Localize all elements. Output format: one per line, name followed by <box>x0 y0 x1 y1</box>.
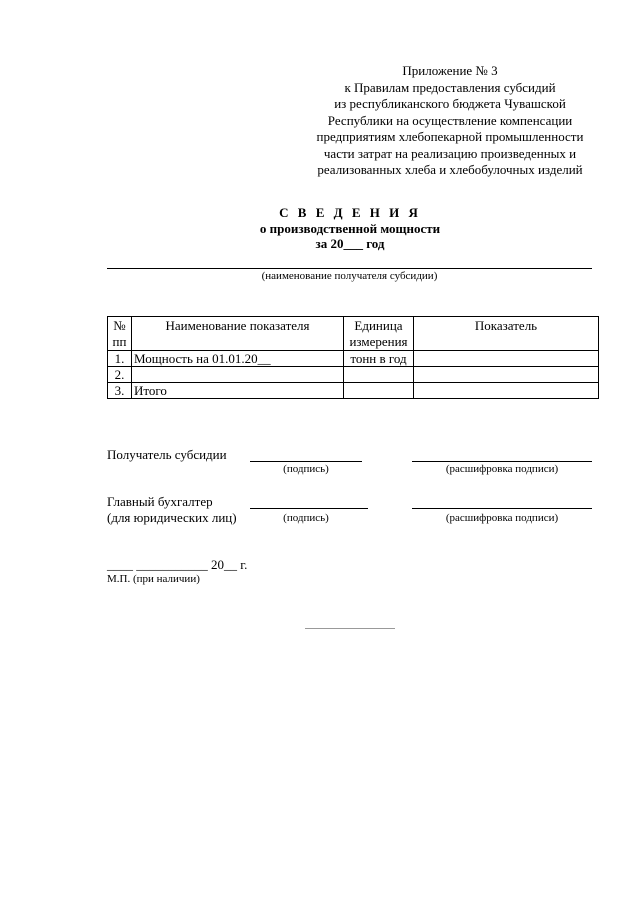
closing-separator <box>305 628 395 629</box>
stamp-note: М.П. (при наличии) <box>107 573 200 585</box>
row-unit: тонн в год <box>344 351 414 367</box>
header-num: № пп <box>108 317 132 351</box>
document-heading <box>200 205 500 252</box>
recipient-decryption-line <box>412 461 592 462</box>
row-value <box>414 383 599 399</box>
row-unit <box>344 383 414 399</box>
row-num: 1. <box>108 351 132 367</box>
recipient-caption: (наименование получателя субсидии) <box>261 270 438 282</box>
row-value <box>414 351 599 367</box>
accountant-label: Главный бухгалтер <box>107 494 213 509</box>
accountant-signature-caption: (подпись) <box>283 512 329 524</box>
row-value <box>414 367 599 383</box>
header-name: Наименование показателя <box>132 317 344 351</box>
appendix-line: части затрат на реализацию произведенных и <box>323 145 577 161</box>
recipient-label: Получатель субсидии <box>107 447 227 462</box>
appendix-block <box>300 63 600 179</box>
recipient-signature-line <box>250 461 362 462</box>
table-row <box>108 351 599 367</box>
appendix-line: Республики на осуществление компенсации <box>327 112 573 128</box>
capacity-table <box>107 316 599 399</box>
header-value: Показатель <box>414 317 599 351</box>
accountant-decryption-caption: (расшифровка подписи) <box>445 512 559 524</box>
appendix-line: реализованных хлеба и хлебобулочных изделий <box>317 162 583 177</box>
accountant-label-note: (для юридических лиц) <box>107 510 237 525</box>
appendix-line: предприятиям хлебопекарной промышленности <box>316 129 584 144</box>
appendix-line: из республиканского бюджета Чувашской <box>334 96 566 111</box>
document-period: за 20___ год <box>315 236 385 251</box>
row-name: Итого <box>132 383 344 399</box>
table-row <box>108 383 599 399</box>
accountant-decryption-line <box>412 508 592 509</box>
header-unit: Единица измерения <box>344 317 414 351</box>
row-num: 3. <box>108 383 132 399</box>
row-name <box>132 367 344 383</box>
row-unit <box>344 367 414 383</box>
document-title: С В Е Д Е Н И Я <box>279 205 421 220</box>
document-subtitle: о производственной мощности <box>259 220 441 236</box>
appendix-line: к Правилам предоставления субсидий <box>344 79 556 95</box>
date-line: ____ ___________ 20__ г. <box>107 557 248 572</box>
recipient-name-line <box>107 268 592 269</box>
accountant-signature-line <box>250 508 368 509</box>
row-num: 2. <box>108 367 132 383</box>
row-name: Мощность на 01.01.20__ <box>132 351 344 367</box>
table-row <box>108 367 599 383</box>
appendix-line: Приложение № 3 <box>402 63 498 78</box>
recipient-decryption-caption: (расшифровка подписи) <box>445 463 559 475</box>
table-header-row <box>108 317 599 351</box>
recipient-signature-caption: (подпись) <box>283 463 329 475</box>
